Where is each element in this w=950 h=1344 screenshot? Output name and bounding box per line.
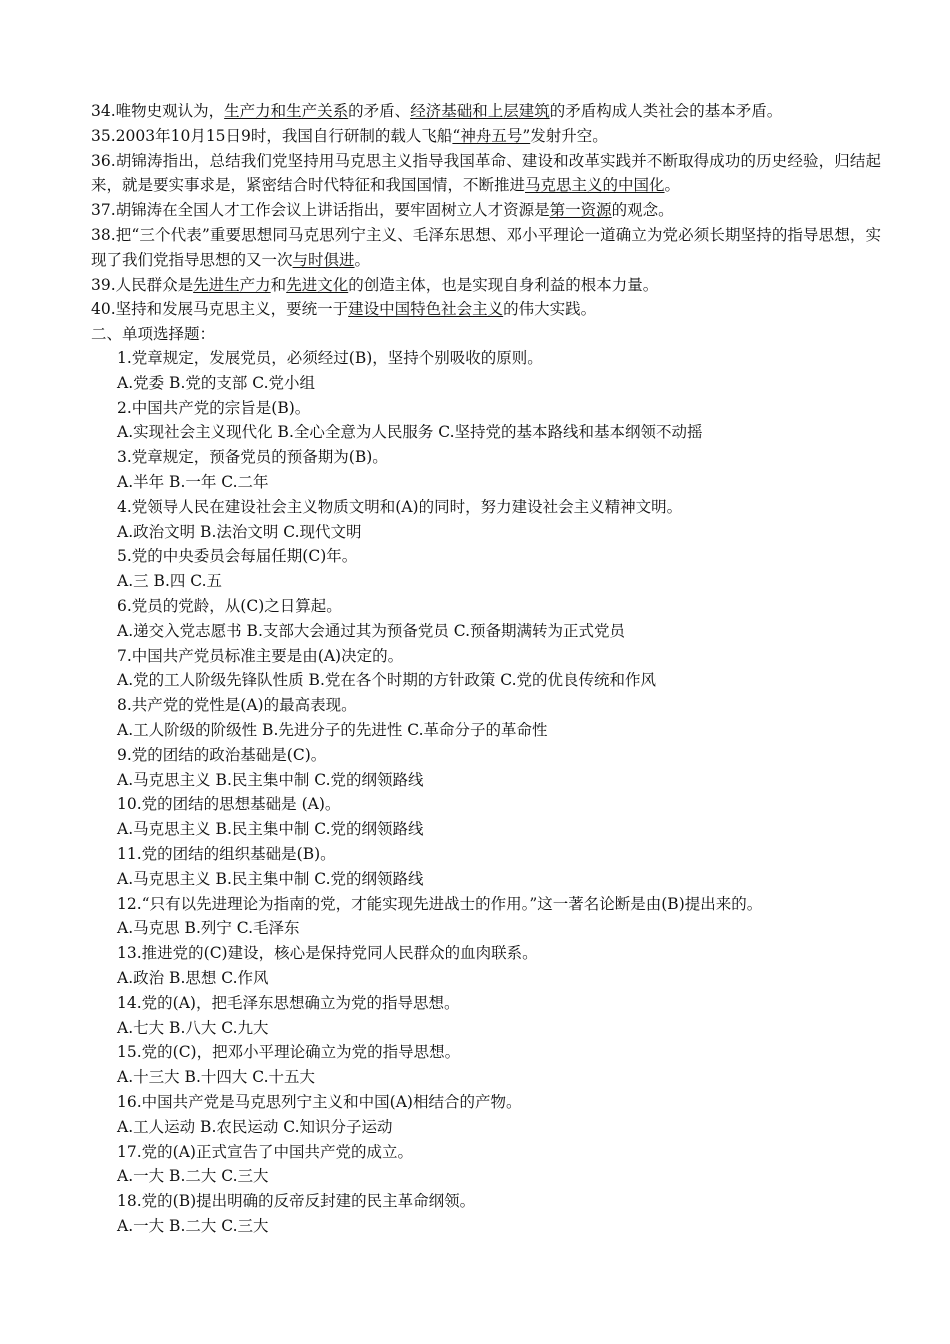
answer-options: A.马克思主义 B.民主集中制 C.党的纲领路线 (117, 820, 424, 839)
answer-options: A.党委 B.党的支部 C.党小组 (117, 373, 316, 392)
answer-options: A.政治文明 B.法治文明 C.现代文明 (117, 522, 362, 541)
answer-options: A.一大 B.二大 C.三大 (117, 1216, 269, 1235)
answer-options: A.三 B.四 C.五 (117, 572, 223, 591)
question-37: 37.胡锦涛在全国人才工作会议上讲话指出，要牢固树立人才资源是第一资源的观念。 (91, 201, 674, 220)
question-text: 14.党的(A)，把毛泽东思想确立为党的指导思想。 (117, 993, 460, 1012)
answer-options: A.七大 B.八大 C.九大 (117, 1018, 269, 1037)
answer-blank: “神舟五号” (452, 126, 531, 145)
answer-blank: 建设中国特色社会主义 (348, 300, 504, 319)
question-text: 15.党的(C)，把邓小平理论确立为党的指导思想。 (117, 1043, 461, 1062)
answer-blank: 先进生产力 (193, 275, 271, 294)
question-40: 40.坚持和发展马克思主义，要统一于建设中国特色社会主义的伟大实践。 (91, 300, 597, 319)
answer-blank: 马克思主义的中国化 (525, 176, 665, 195)
answer-blank: 第一资源 (549, 201, 612, 220)
multiple-choice-section (117, 346, 877, 1239)
answer-options: A.马克思主义 B.民主集中制 C.党的纲领路线 (117, 869, 424, 888)
question-text: 4.党领导人民在建设社会主义物质文明和(A)的同时，努力建设社会主义精神文明。 (117, 497, 683, 516)
answer-blank: 生产力和生产关系 (224, 102, 349, 120)
question-39: 39.人民群众是先进生产力和先进文化的创造主体，也是实现自身利益的根本力量。 (91, 275, 659, 294)
answer-options: A.一大 B.二大 C.三大 (117, 1167, 269, 1186)
question-text: 8.共产党的党性是(A)的最高表现。 (117, 696, 357, 715)
question-35: 35.2003年10月15日9时，我国自行研制的载人飞船“神舟五号”发射升空。 (91, 126, 608, 145)
question-text: 12.“只有以先进理论为指南的党，才能实现先进战士的作用。”这一著名论断是由(B)提出来的。 (117, 894, 763, 913)
fill-blank-section (91, 99, 881, 322)
answer-options: A.工人阶级的阶级性 B.先进分子的先进性 C.革命分子的革命性 (117, 720, 548, 739)
question-text: 2.中国共产党的宗旨是(B)。 (117, 398, 311, 417)
question-text: 7.中国共产党员标准主要是由(A)决定的。 (117, 646, 404, 665)
question-34: 34.唯物史观认为，生产力和生产关系的矛盾、经济基础和上层建筑的矛盾构成人类社会的基本矛盾。 (91, 102, 783, 120)
answer-options: A.工人运动 B.农民运动 C.知识分子运动 (117, 1117, 393, 1136)
answer-options: A.递交入党志愿书 B.支部大会通过其为预备党员 C.预备期满转为正式党员 (117, 621, 626, 640)
question-text: 5.党的中央委员会每届任期(C)年。 (117, 547, 358, 566)
question-text: 1.党章规定，发展党员，必须经过(B)，坚持个别吸收的原则。 (117, 349, 543, 367)
answer-options: A.实现社会主义现代化 B.全心全意为人民服务 C.坚持党的基本路线和基本纲领不动摇 (117, 423, 703, 442)
answer-blank: 先进文化 (286, 275, 349, 294)
answer-blank: 与时俱进 (292, 250, 355, 269)
answer-blank: 经济基础和上层建筑 (410, 102, 550, 120)
answer-options: A.马克思 B.列宁 C.毛泽东 (117, 919, 300, 938)
question-text: 3.党章规定，预备党员的预备期为(B)。 (117, 448, 388, 467)
answer-options: A.十三大 B.十四大 C.十五大 (117, 1068, 316, 1087)
question-text: 18.党的(B)提出明确的反帝反封建的民主革命纲领。 (117, 1192, 476, 1211)
question-text: 13.推进党的(C)建设，核心是保持党同人民群众的血肉联系。 (117, 944, 538, 963)
question-text: 16.中国共产党是马克思列宁主义和中国(A)相结合的产物。 (117, 1092, 522, 1111)
question-38: 38.把“三个代表”重要思想同马克思列宁主义、毛泽东思想、邓小平理论一道确立为党必须长期坚持的指导思想，实现了我们党指导思想的又一次与时俱进。 (91, 225, 881, 269)
question-36: 36.胡锦涛指出，总结我们党坚持用马克思主义指导我国革命、建设和改革实践并不断取得成功的历史经验，归结起来，就是要实事求是，紧密结合时代特征和我国国情，不断推进马克思主义的中国化。 (91, 151, 881, 195)
answer-options: A.半年 B.一年 C.二年 (117, 472, 269, 491)
question-text: 17.党的(A)正式宣告了中国共产党的成立。 (117, 1142, 413, 1161)
question-text: 10.党的团结的思想基础是 (A)。 (117, 795, 341, 814)
section-heading: 二、单项选择题： (91, 325, 216, 343)
question-text: 11.党的团结的组织基础是(B)。 (117, 844, 336, 863)
answer-options: A.党的工人阶级先锋队性质 B.党在各个时期的方针政策 C.党的优良传统和作风 (117, 671, 657, 690)
question-text: 6.党员的党龄，从(C)之日算起。 (117, 596, 342, 615)
answer-options: A.政治 B.思想 C.作风 (117, 968, 269, 987)
answer-options: A.马克思主义 B.民主集中制 C.党的纲领路线 (117, 770, 424, 789)
question-text: 9.党的团结的政治基础是(C)。 (117, 745, 327, 764)
